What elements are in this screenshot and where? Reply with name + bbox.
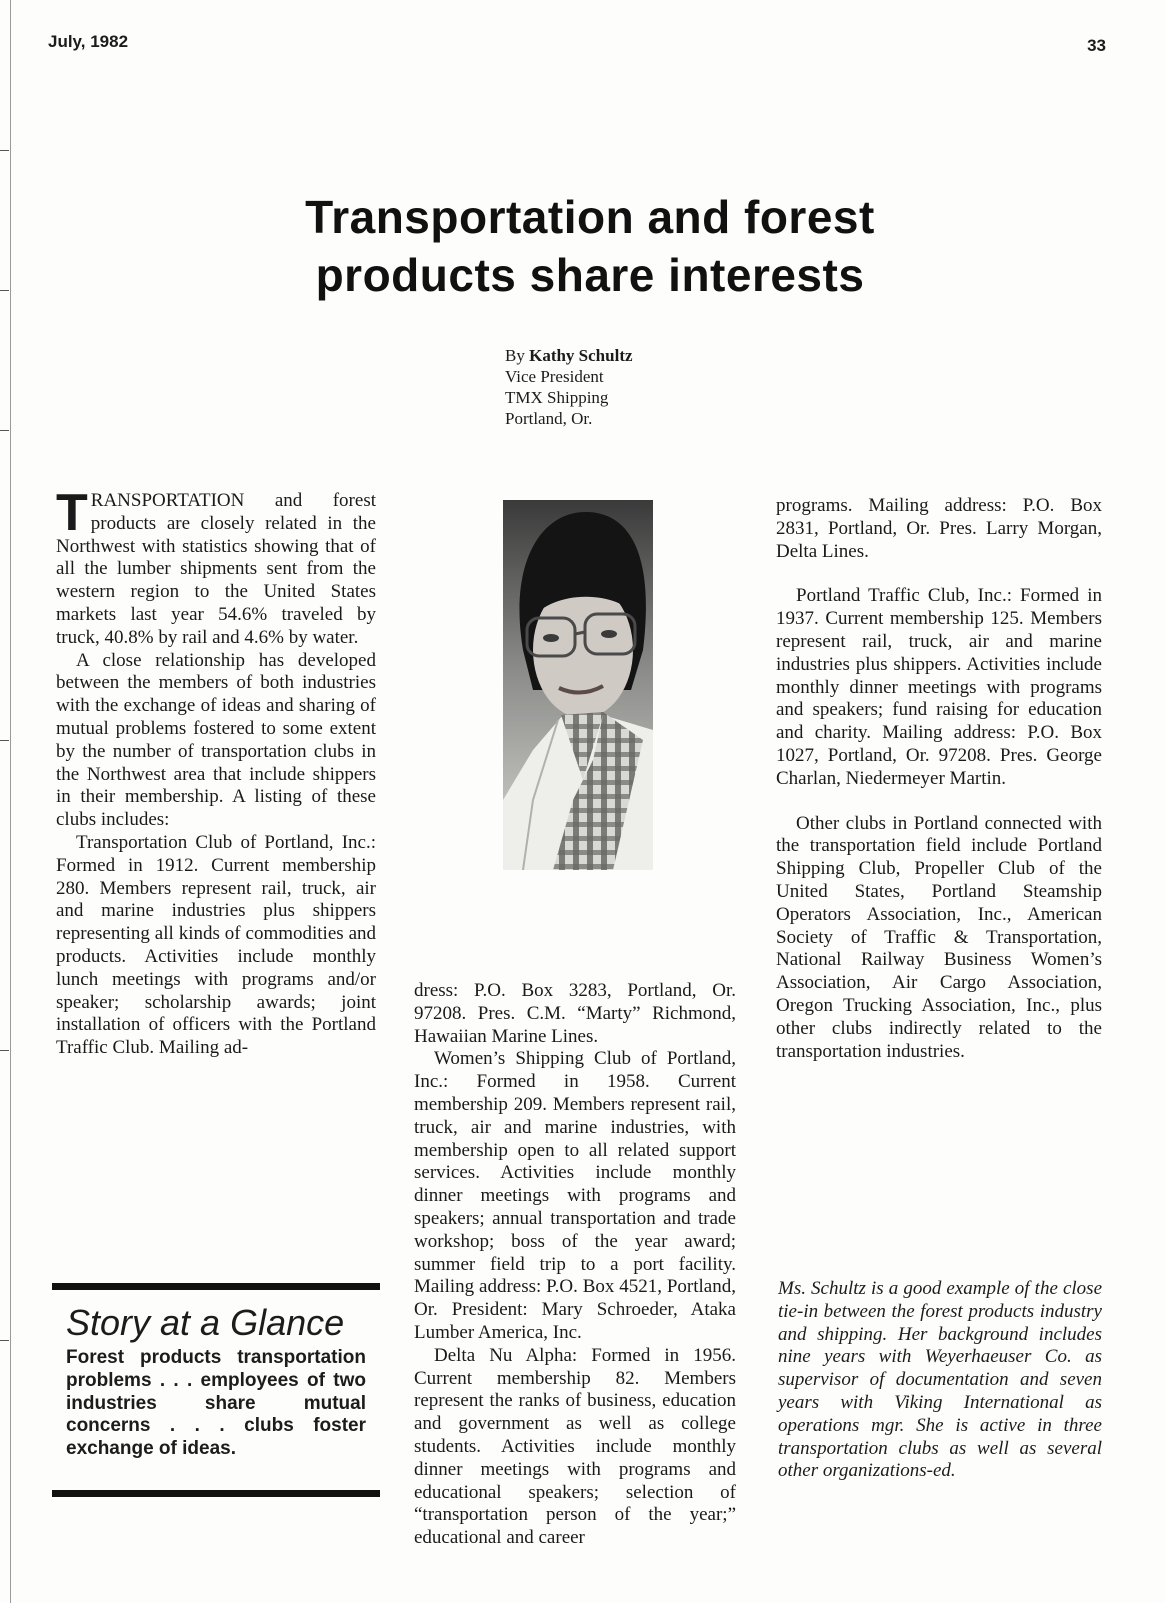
paragraph: Transportation Club of Portland, Inc.: Formed in 1912. Current membership 280. Members represent rail, truck, air and marine industries plus shippers representing all kinds of commodities and products. Activities include monthly lunch meetings with programs and/or speaker; scholarship awards; joint installation of officers with the Portland Traffic Club. Mailing ad- [56, 831, 376, 1059]
paragraph: Women’s Shipping Club of Portland, Inc.: Formed in 1958. Current membership 209. Members represent rail, truck, air and marine industries, with membership open to all related support services. Activities include monthly dinner meetings with programs and speakers; annual transportation and trade workshop; boss of the year award; summer field trip to a port facility. Mailing address: P.O. Box 4521, Portland, Or. President: Mary Schroeder, Ataka Lumber America, Inc. [414, 1048, 736, 1343]
article-title [200, 188, 980, 304]
column-2 [414, 980, 736, 1550]
glance-title: Story at a Glance [66, 1302, 345, 1343]
paragraph [56, 484, 376, 650]
glance-summary: Forest products transportation problems . . . employees of two industries share mutual concerns . . . clubs foster exchange of ideas. [66, 1347, 366, 1460]
author-bio: Ms. Schultz is a good example of the close tie-in between the forest products industry and shipping. Her background includes nine years with Weyerhaeuser Co. as supervisor of documentation and seven years with Viking International as operations mgr. She is active in three transportation clubs as well as several other organizations-ed. [778, 1278, 1102, 1482]
paragraph: programs. Mailing address: P.O. Box 2831, Portland, Or. Pres. Larry Morgan, Delta Lines. [776, 495, 1102, 562]
paragraph: Other clubs in Portland connected with the transportation field include Portland Shipping Club, Propeller Club of the United States, Portland Steamship Operators Association, Inc., American Society of Traffic & Transportation, National Railway Business Women’s Association, Air Cargo Association, Oregon Trucking Association, Inc., plus other clubs indirectly related to the transportation industries. [776, 812, 1102, 1062]
author-photo [503, 500, 653, 870]
column-3 [776, 495, 1102, 1063]
edge-tick [0, 430, 9, 431]
edge-tick [0, 290, 9, 291]
column-1 [56, 484, 376, 1060]
paragraph: Delta Nu Alpha: Formed in 1956. Current membership 82. Members represent the ranks of business, education and government as well as college students. Activities include monthly dinner meetings with programs and educational speakers; selection of “transportation person of the year;” educational and career [414, 1344, 736, 1549]
page-binding-edge [0, 0, 11, 1603]
title-line-2: products share interests [315, 249, 865, 301]
paragraph: Portland Traffic Club, Inc.: Formed in 1937. Current membership 125. Members represent rail, truck, air and marine industries plus shippers. Activities include monthly dinner meetings with programs and speakers; fund raising for education and charity. Mailing address: P.O. Box 1027, Portland, Or. 97208. Pres. George Charlan, Niedermeyer Martin. [776, 585, 1102, 789]
issue-date: July, 1982 [48, 32, 129, 51]
author-name: Kathy Schultz [529, 346, 633, 365]
page-number: 33 [1087, 36, 1106, 55]
glance-bottom-rule [52, 1490, 380, 1497]
paragraph: A close relationship has developed between the members of both industries with the exchange of ideas and sharing of mutual problems fostered to some extent by the number of transportation clubs in the Northwest area that include shippers in their membership. A listing of these clubs includes: [56, 649, 376, 831]
author-role: Vice President [505, 367, 604, 386]
edge-tick [0, 1050, 9, 1051]
edge-tick [0, 150, 9, 151]
edge-tick [0, 1340, 9, 1341]
author-portrait-image [503, 500, 653, 870]
author-location: Portland, Or. [505, 409, 593, 428]
byline-prefix: By [505, 346, 530, 365]
paragraph: dress: P.O. Box 3283, Portland, Or. 97208. Pres. C.M. “Marty” Richmond, Hawaiian Marine Lines. [414, 980, 736, 1047]
byline [505, 345, 633, 429]
edge-tick [0, 740, 9, 741]
title-line-1: Transportation and forest [305, 191, 875, 243]
glance-top-rule [52, 1283, 380, 1290]
drop-cap: T [56, 484, 88, 542]
paragraph-text: RANSPORTATION and forest products are closely related in the Northwest with statistics showing that of all the lumber shipments sent from the western region to the United States markets last year 54.6% traveled by truck, 40.8% by rail and 4.6% by water. [56, 490, 376, 648]
author-company: TMX Shipping [505, 388, 609, 407]
